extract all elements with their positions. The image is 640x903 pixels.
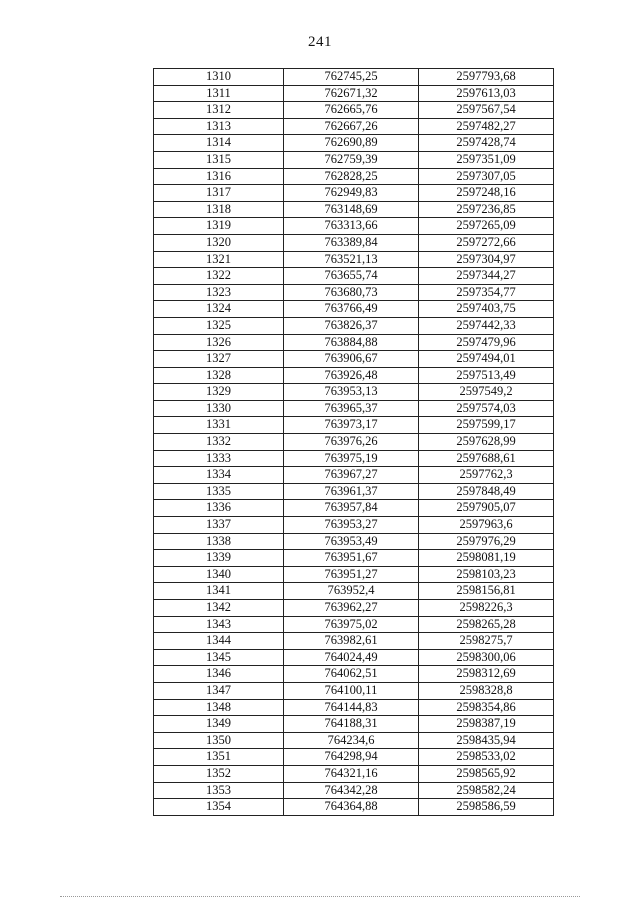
table-row [154, 749, 554, 766]
page-number: 241 [308, 34, 332, 50]
y-coordinate-cell: 2597762,3 [419, 467, 554, 484]
x-coordinate-cell: 763926,48 [284, 367, 419, 384]
x-coordinate-cell: 763975,19 [284, 450, 419, 467]
x-coordinate-cell: 764024,49 [284, 649, 419, 666]
table-row [154, 633, 554, 650]
table-row [154, 799, 554, 816]
x-coordinate-cell: 762671,32 [284, 85, 419, 102]
y-coordinate-cell: 2597963,6 [419, 517, 554, 534]
x-coordinate-cell: 763982,61 [284, 633, 419, 650]
point-number-cell: 1332 [154, 434, 284, 451]
y-coordinate-cell: 2598328,8 [419, 682, 554, 699]
y-coordinate-cell: 2597513,49 [419, 367, 554, 384]
x-coordinate-cell: 763962,27 [284, 600, 419, 617]
point-number-cell: 1336 [154, 500, 284, 517]
x-coordinate-cell: 763953,13 [284, 384, 419, 401]
y-coordinate-cell: 2598103,23 [419, 566, 554, 583]
table-row [154, 666, 554, 683]
x-coordinate-cell: 763952,4 [284, 583, 419, 600]
table-row [154, 682, 554, 699]
point-number-cell: 1341 [154, 583, 284, 600]
x-coordinate-cell: 762665,76 [284, 102, 419, 119]
point-number-cell: 1333 [154, 450, 284, 467]
table-row [154, 168, 554, 185]
table-row [154, 334, 554, 351]
point-number-cell: 1317 [154, 185, 284, 202]
y-coordinate-cell: 2597351,09 [419, 151, 554, 168]
y-coordinate-cell: 2598582,24 [419, 782, 554, 799]
x-coordinate-cell: 764234,6 [284, 732, 419, 749]
point-number-cell: 1318 [154, 201, 284, 218]
x-coordinate-cell: 763951,67 [284, 550, 419, 567]
point-number-cell: 1313 [154, 118, 284, 135]
y-coordinate-cell: 2597482,27 [419, 118, 554, 135]
x-coordinate-cell: 763953,27 [284, 517, 419, 534]
x-coordinate-cell: 762667,26 [284, 118, 419, 135]
point-number-cell: 1325 [154, 317, 284, 334]
point-number-cell: 1352 [154, 765, 284, 782]
y-coordinate-cell: 2597304,97 [419, 251, 554, 268]
x-coordinate-cell: 762759,39 [284, 151, 419, 168]
y-coordinate-cell: 2598565,92 [419, 765, 554, 782]
table-row [154, 400, 554, 417]
table-row [154, 483, 554, 500]
point-number-cell: 1347 [154, 682, 284, 699]
point-number-cell: 1322 [154, 268, 284, 285]
point-number-cell: 1337 [154, 517, 284, 534]
x-coordinate-cell: 763965,37 [284, 400, 419, 417]
x-coordinate-cell: 762745,25 [284, 69, 419, 86]
table-row [154, 118, 554, 135]
table-row [154, 301, 554, 318]
point-number-cell: 1344 [154, 633, 284, 650]
table-row [154, 367, 554, 384]
x-coordinate-cell: 763975,02 [284, 616, 419, 633]
point-number-cell: 1350 [154, 732, 284, 749]
y-coordinate-cell: 2597905,07 [419, 500, 554, 517]
table-row [154, 151, 554, 168]
coordinates-table-body [154, 69, 554, 816]
table-row [154, 732, 554, 749]
y-coordinate-cell: 2598533,02 [419, 749, 554, 766]
x-coordinate-cell: 764364,88 [284, 799, 419, 816]
y-coordinate-cell: 2597567,54 [419, 102, 554, 119]
y-coordinate-cell: 2598156,81 [419, 583, 554, 600]
y-coordinate-cell: 2598312,69 [419, 666, 554, 683]
x-coordinate-cell: 763973,17 [284, 417, 419, 434]
point-number-cell: 1323 [154, 284, 284, 301]
y-coordinate-cell: 2598387,19 [419, 716, 554, 733]
table-row [154, 234, 554, 251]
point-number-cell: 1339 [154, 550, 284, 567]
y-coordinate-cell: 2597549,2 [419, 384, 554, 401]
point-number-cell: 1340 [154, 566, 284, 583]
y-coordinate-cell: 2597613,03 [419, 85, 554, 102]
point-number-cell: 1324 [154, 301, 284, 318]
point-number-cell: 1348 [154, 699, 284, 716]
table-row [154, 434, 554, 451]
point-number-cell: 1315 [154, 151, 284, 168]
y-coordinate-cell: 2598354,86 [419, 699, 554, 716]
y-coordinate-cell: 2597688,61 [419, 450, 554, 467]
y-coordinate-cell: 2597848,49 [419, 483, 554, 500]
point-number-cell: 1346 [154, 666, 284, 683]
y-coordinate-cell: 2598435,94 [419, 732, 554, 749]
x-coordinate-cell: 763961,37 [284, 483, 419, 500]
point-number-cell: 1351 [154, 749, 284, 766]
y-coordinate-cell: 2597428,74 [419, 135, 554, 152]
point-number-cell: 1334 [154, 467, 284, 484]
y-coordinate-cell: 2597628,99 [419, 434, 554, 451]
table-row [154, 517, 554, 534]
point-number-cell: 1321 [154, 251, 284, 268]
y-coordinate-cell: 2597442,33 [419, 317, 554, 334]
y-coordinate-cell: 2597599,17 [419, 417, 554, 434]
y-coordinate-cell: 2597248,16 [419, 185, 554, 202]
point-number-cell: 1353 [154, 782, 284, 799]
table-row [154, 583, 554, 600]
y-coordinate-cell: 2598586,59 [419, 799, 554, 816]
x-coordinate-cell: 764144,83 [284, 699, 419, 716]
table-row [154, 782, 554, 799]
y-coordinate-cell: 2597236,85 [419, 201, 554, 218]
point-number-cell: 1329 [154, 384, 284, 401]
table-row [154, 450, 554, 467]
table-row [154, 500, 554, 517]
point-number-cell: 1343 [154, 616, 284, 633]
x-coordinate-cell: 763957,84 [284, 500, 419, 517]
table-row [154, 85, 554, 102]
table-row [154, 600, 554, 617]
x-coordinate-cell: 762949,83 [284, 185, 419, 202]
point-number-cell: 1335 [154, 483, 284, 500]
table-row [154, 550, 554, 567]
x-coordinate-cell: 763389,84 [284, 234, 419, 251]
x-coordinate-cell: 764342,28 [284, 782, 419, 799]
x-coordinate-cell: 763906,67 [284, 351, 419, 368]
y-coordinate-cell: 2597272,66 [419, 234, 554, 251]
table-row [154, 384, 554, 401]
table-row [154, 284, 554, 301]
x-coordinate-cell: 763884,88 [284, 334, 419, 351]
x-coordinate-cell: 763976,26 [284, 434, 419, 451]
y-coordinate-cell: 2598081,19 [419, 550, 554, 567]
x-coordinate-cell: 763655,74 [284, 268, 419, 285]
x-coordinate-cell: 764298,94 [284, 749, 419, 766]
x-coordinate-cell: 763148,69 [284, 201, 419, 218]
table-row [154, 268, 554, 285]
point-number-cell: 1349 [154, 716, 284, 733]
y-coordinate-cell: 2598275,7 [419, 633, 554, 650]
x-coordinate-cell: 763826,37 [284, 317, 419, 334]
table-row [154, 201, 554, 218]
x-coordinate-cell: 763967,27 [284, 467, 419, 484]
point-number-cell: 1326 [154, 334, 284, 351]
point-number-cell: 1314 [154, 135, 284, 152]
point-number-cell: 1311 [154, 85, 284, 102]
y-coordinate-cell: 2597403,75 [419, 301, 554, 318]
x-coordinate-cell: 763953,49 [284, 533, 419, 550]
table-row [154, 716, 554, 733]
table-row [154, 533, 554, 550]
point-number-cell: 1312 [154, 102, 284, 119]
x-coordinate-cell: 763521,13 [284, 251, 419, 268]
table-row [154, 317, 554, 334]
y-coordinate-cell: 2597265,09 [419, 218, 554, 235]
point-number-cell: 1316 [154, 168, 284, 185]
table-row [154, 251, 554, 268]
point-number-cell: 1319 [154, 218, 284, 235]
y-coordinate-cell: 2597574,03 [419, 400, 554, 417]
table-row [154, 566, 554, 583]
point-number-cell: 1338 [154, 533, 284, 550]
coordinates-table [153, 68, 554, 816]
x-coordinate-cell: 763766,49 [284, 301, 419, 318]
point-number-cell: 1354 [154, 799, 284, 816]
y-coordinate-cell: 2597344,27 [419, 268, 554, 285]
table-row [154, 765, 554, 782]
point-number-cell: 1331 [154, 417, 284, 434]
x-coordinate-cell: 764321,16 [284, 765, 419, 782]
y-coordinate-cell: 2598265,28 [419, 616, 554, 633]
table-row [154, 649, 554, 666]
x-coordinate-cell: 764062,51 [284, 666, 419, 683]
point-number-cell: 1330 [154, 400, 284, 417]
point-number-cell: 1342 [154, 600, 284, 617]
page-bottom-rule [60, 896, 580, 897]
point-number-cell: 1328 [154, 367, 284, 384]
table-row [154, 102, 554, 119]
table-row [154, 616, 554, 633]
x-coordinate-cell: 763680,73 [284, 284, 419, 301]
y-coordinate-cell: 2598300,06 [419, 649, 554, 666]
y-coordinate-cell: 2597793,68 [419, 69, 554, 86]
y-coordinate-cell: 2597479,96 [419, 334, 554, 351]
point-number-cell: 1310 [154, 69, 284, 86]
table-row [154, 699, 554, 716]
x-coordinate-cell: 763951,27 [284, 566, 419, 583]
x-coordinate-cell: 764188,31 [284, 716, 419, 733]
table-row [154, 185, 554, 202]
y-coordinate-cell: 2598226,3 [419, 600, 554, 617]
y-coordinate-cell: 2597494,01 [419, 351, 554, 368]
point-number-cell: 1320 [154, 234, 284, 251]
table-row [154, 135, 554, 152]
point-number-cell: 1345 [154, 649, 284, 666]
table-row [154, 467, 554, 484]
y-coordinate-cell: 2597354,77 [419, 284, 554, 301]
point-number-cell: 1327 [154, 351, 284, 368]
y-coordinate-cell: 2597307,05 [419, 168, 554, 185]
table-row [154, 69, 554, 86]
table-row [154, 417, 554, 434]
table-row [154, 218, 554, 235]
x-coordinate-cell: 764100,11 [284, 682, 419, 699]
x-coordinate-cell: 763313,66 [284, 218, 419, 235]
table-row [154, 351, 554, 368]
x-coordinate-cell: 762828,25 [284, 168, 419, 185]
x-coordinate-cell: 762690,89 [284, 135, 419, 152]
y-coordinate-cell: 2597976,29 [419, 533, 554, 550]
